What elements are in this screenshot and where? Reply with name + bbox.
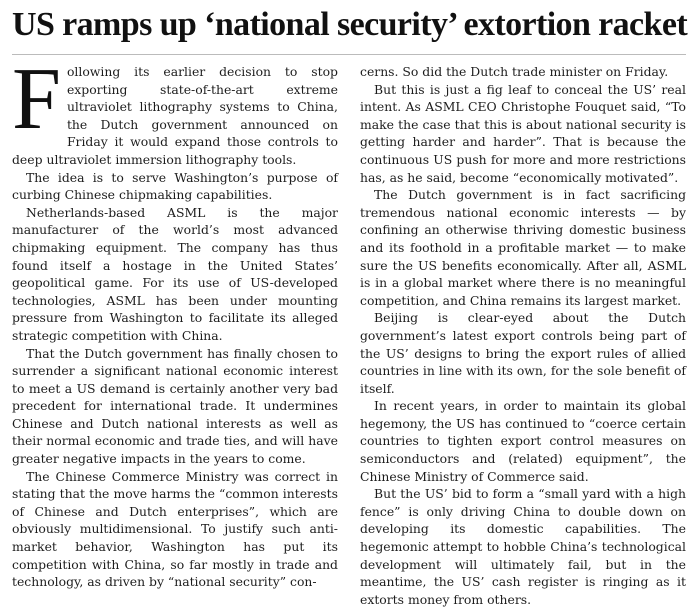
paragraph: But this is just a fig leaf to conceal the US’ real intent. As ASML CEO Christophe Fouquet said, “To make the case that this is about national security is getting harder and harder”. That is because the continuous US push for more and more restrictions has, as he said, become “economically motivated”. (360, 81, 686, 185)
paragraph: Netherlands-based ASML is the major manufacturer of the world’s most advanced chipmaking equipment. The company has thus found itself a hostage in the United States’ geopolitical game. For its use of US-developed technologies, ASML has been under mounting pressure from Washington to facilitate its alleged strategic competition with China. (12, 204, 338, 343)
article-columns (12, 51, 686, 608)
headline-rule (12, 54, 686, 55)
paragraph: The idea is to serve Washington’s purpose of curbing Chinese chipmaking capabilities. (12, 169, 338, 203)
headline: US ramps up ‘national security’ extortion racket (12, 6, 688, 43)
paragraph (12, 51, 338, 169)
paragraph: Beijing is clear-eyed about the Dutch government’s latest export controls being part of the US’ designs to bring the export rules of allied countries in line with its own, for the sole benefit of itself. (360, 310, 686, 396)
paragraph: In recent years, in order to maintain its global hegemony, the US has continued to “coerce certain countries to tighten export control measures on semiconductors and (related) equipment”, the Chinese Ministry of Commerce said. (360, 398, 686, 484)
paragraph: But the US’ bid to form a “small yard with a high fence” is only driving China to double down on developing its domestic capabilities. The hegemonic attempt to hobble China’s technological development will ultimately fail, but in the meantime, the US’ cash register is ringing as it extorts money from others. (360, 486, 686, 607)
column-left (12, 51, 338, 608)
paragraph: That the Dutch government has finally chosen to surrender a significant national economic interest to meet a US demand is certainly another very bad precedent for international trade. It undermines Chinese and Dutch national interests as well as their normal economic and trade ties, and will have greater negative impacts in the years to come. (12, 345, 338, 467)
drop-cap: F (12, 51, 61, 148)
paragraph: The Dutch government is in fact sacrificing tremendous national economic interests — by confining an otherwise thriving domestic business and its foothold in a profitable market — to make sure the US benefits economically. After all, ASML is in a global market where there is no meaningful competition, and China remains its largest market. (360, 187, 686, 308)
paragraph: The Chinese Commerce Ministry was correct in stating that the move harms the “common interests of Chinese and Dutch enterprises”, which are obviously multidimensional. To justify such anti-market behavior, Washington has put its competition with China, so far mostly in trade and technology, as driven by “national security” con- (12, 468, 338, 590)
paragraph-continued: cerns. So did the Dutch trade minister on Friday. (360, 64, 669, 79)
paragraph-text: ollowing its earlier decision to stop exporting state-of-the-art extreme ultraviolet lithography systems to China, the Dutch government announced on Friday it would expand those controls to deep ultraviolet immersion lithography tools. (12, 64, 338, 167)
column-right (360, 63, 686, 608)
